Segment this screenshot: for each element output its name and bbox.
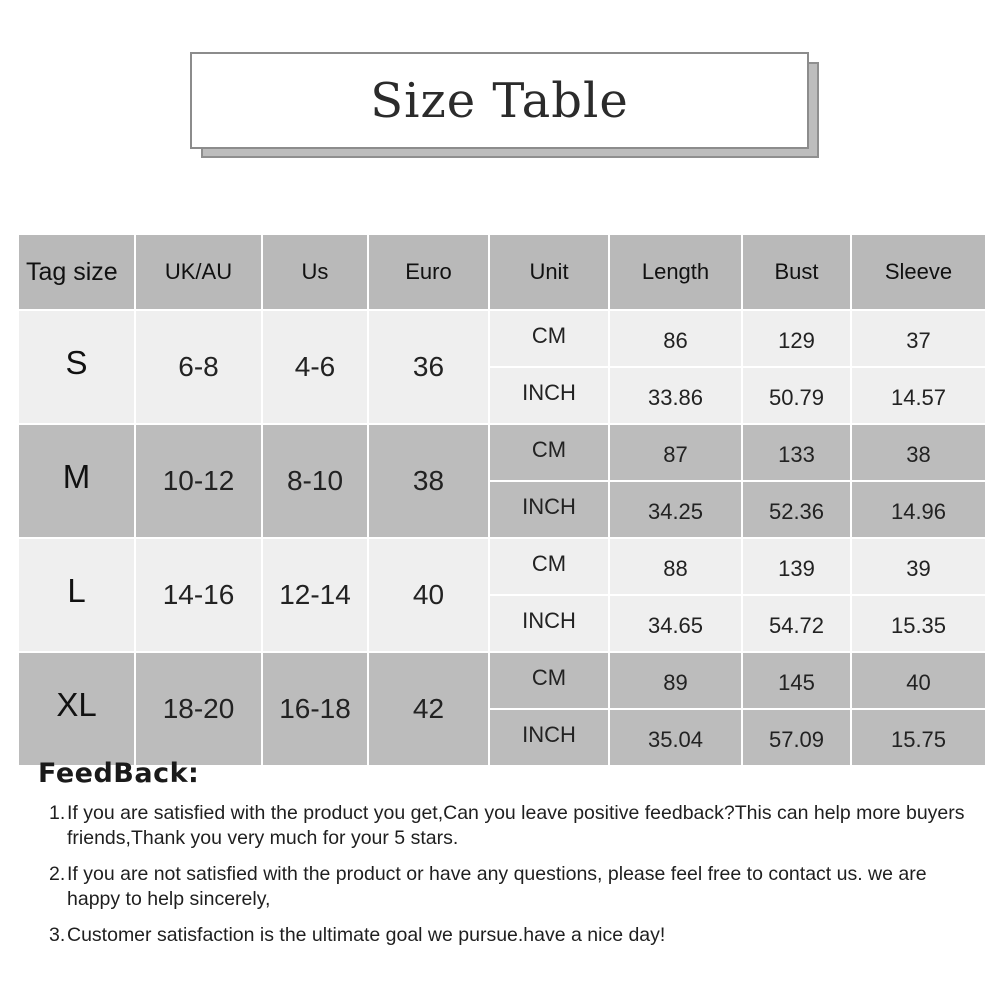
sleeve-cell: 40	[851, 652, 986, 709]
bust-cell: 57.09	[742, 709, 851, 766]
size-table	[17, 233, 987, 767]
header-us: Us	[262, 234, 368, 310]
unit-cell: CM	[489, 424, 609, 481]
length-cell: 34.65	[609, 595, 742, 652]
tag-size-cell: XL	[18, 652, 135, 766]
us-cell: 12-14	[262, 538, 368, 652]
length-cell: 86	[609, 310, 742, 367]
length-cell: 35.04	[609, 709, 742, 766]
feedback-item-text: If you are satisfied with the product you get,Can you leave positive feedback?This can help more buyers friends,Thank you very much for your 5 stars.	[67, 802, 965, 849]
length-cell: 33.86	[609, 367, 742, 424]
sleeve-cell: 14.57	[851, 367, 986, 424]
euro-cell: 38	[368, 424, 489, 538]
uk-au-cell: 18-20	[135, 652, 262, 766]
bust-cell: 133	[742, 424, 851, 481]
length-cell: 89	[609, 652, 742, 709]
sleeve-cell: 37	[851, 310, 986, 367]
feedback-item-number: 3.	[49, 924, 66, 946]
us-cell: 4-6	[262, 310, 368, 424]
tag-size-cell: L	[18, 538, 135, 652]
sleeve-cell: 39	[851, 538, 986, 595]
length-cell: 34.25	[609, 481, 742, 538]
header-tag-size: Tag size	[18, 234, 135, 310]
tag-size-cell: S	[18, 310, 135, 424]
feedback-item	[49, 923, 979, 948]
uk-au-cell: 6-8	[135, 310, 262, 424]
feedback-item	[49, 801, 979, 851]
euro-cell: 40	[368, 538, 489, 652]
bust-cell: 129	[742, 310, 851, 367]
unit-cell: INCH	[489, 595, 609, 652]
header-uk-au: UK/AU	[135, 234, 262, 310]
euro-cell: 42	[368, 652, 489, 766]
feedback-item-text: If you are not satisfied with the product or have any questions, please feel free to contact us. we are happy to help sincerely,	[67, 863, 927, 910]
table-row-m-cm	[18, 424, 986, 481]
unit-cell: CM	[489, 310, 609, 367]
us-cell: 8-10	[262, 424, 368, 538]
length-cell: 88	[609, 538, 742, 595]
feedback-list	[49, 801, 979, 959]
table-row-s-cm	[18, 310, 986, 367]
feedback-item	[49, 862, 979, 912]
length-cell: 87	[609, 424, 742, 481]
unit-cell: CM	[489, 652, 609, 709]
header-sleeve: Sleeve	[851, 234, 986, 310]
table-header-row	[18, 234, 986, 310]
unit-cell: CM	[489, 538, 609, 595]
euro-cell: 36	[368, 310, 489, 424]
table-row-l-cm	[18, 538, 986, 595]
bust-cell: 52.36	[742, 481, 851, 538]
feedback-item-number: 1.	[49, 802, 66, 824]
sleeve-cell: 14.96	[851, 481, 986, 538]
us-cell: 16-18	[262, 652, 368, 766]
sleeve-cell: 15.35	[851, 595, 986, 652]
title-box	[190, 52, 809, 149]
sleeve-cell: 38	[851, 424, 986, 481]
feedback-item-text: Customer satisfaction is the ultimate goal we pursue.have a nice day!	[67, 924, 666, 946]
unit-cell: INCH	[489, 709, 609, 766]
feedback-heading: FeedBack:	[38, 758, 200, 789]
sleeve-cell: 15.75	[851, 709, 986, 766]
uk-au-cell: 14-16	[135, 538, 262, 652]
bust-cell: 139	[742, 538, 851, 595]
unit-cell: INCH	[489, 481, 609, 538]
page-title: Size Table	[370, 72, 629, 129]
header-euro: Euro	[368, 234, 489, 310]
uk-au-cell: 10-12	[135, 424, 262, 538]
header-length: Length	[609, 234, 742, 310]
header-unit: Unit	[489, 234, 609, 310]
header-bust: Bust	[742, 234, 851, 310]
bust-cell: 54.72	[742, 595, 851, 652]
unit-cell: INCH	[489, 367, 609, 424]
feedback-item-number: 2.	[49, 863, 66, 885]
table-row-xl-cm	[18, 652, 986, 709]
tag-size-cell: M	[18, 424, 135, 538]
bust-cell: 145	[742, 652, 851, 709]
bust-cell: 50.79	[742, 367, 851, 424]
